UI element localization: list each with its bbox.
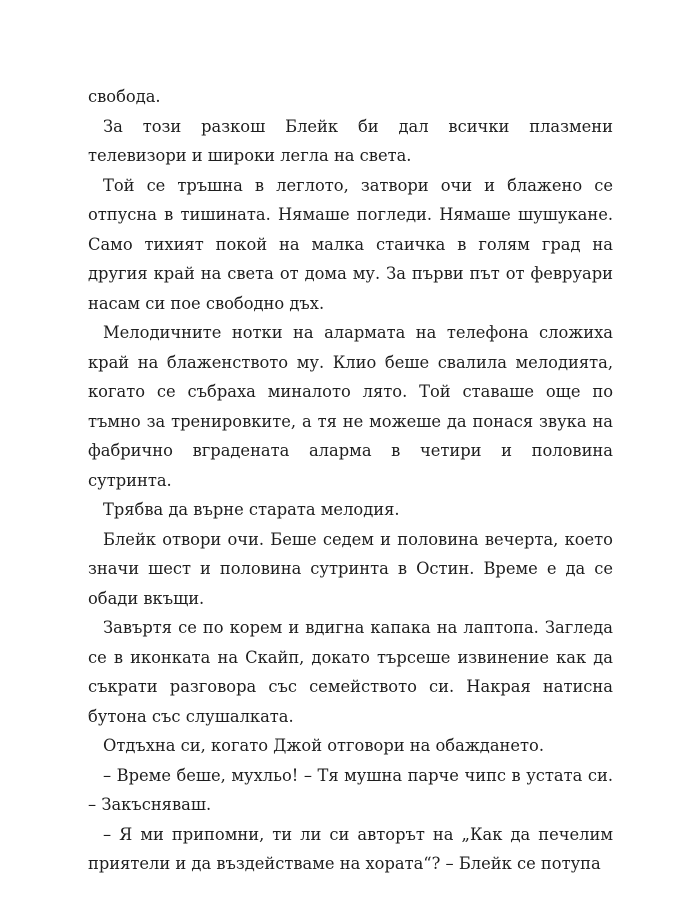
dialogue-paragraph: – Я ми припомни, ти ли си авторът на „Как да печелим приятели и да въздействаме на хората“? – Блейк се потупа [88,824,613,873]
paragraph: Завъртя се по корем и вдигна капака на лаптопа. Загледа се в иконката на Скайп, докато търсеше извинение как да съкрати разговора със семейството си. Накрая натисна бутона със слушалката. [88,618,613,726]
paragraph: Той се тръшна в леглото, затвори очи и блажено се отпусна в тишината. Нямаше погледи. Нямаше шушукане. Само тихият покой на малка стаичка в голям град на другия край на света от дома му. За първи път от февруари насам си пое свободно дъх. [88,175,613,313]
paragraph: Блейк отвори очи. Беше седем и половина вечерта, което значи шест и половина сутринта в Остин. Време е да се обади вкъщи. [88,529,613,608]
paragraph: Трябва да върне старата мелодия. [103,500,400,519]
dialogue-paragraph: – Време беше, мухльо! – Тя мушна парче чипс в устата си. – Закъсняваш. [88,765,613,814]
book-page [88,82,613,879]
paragraph: Отдъхна си, когато Джой отговори на обаждането. [103,736,545,755]
paragraph: Мелодичните нотки на алармата на телефона сложиха край на блаженството му. Клио беше свалила мелодията, когато се събраха миналото лято. Той ставаше още по тъмно за тренировките, а тя не можеше да понася звука на фабрично вградената аларма в четири и половина сутринта. [88,323,613,490]
paragraph: За този разкош Блейк би дал всички плазмени телевизори и широки легла на света. [88,116,613,165]
paragraph-continuation: свобода. [88,87,161,106]
